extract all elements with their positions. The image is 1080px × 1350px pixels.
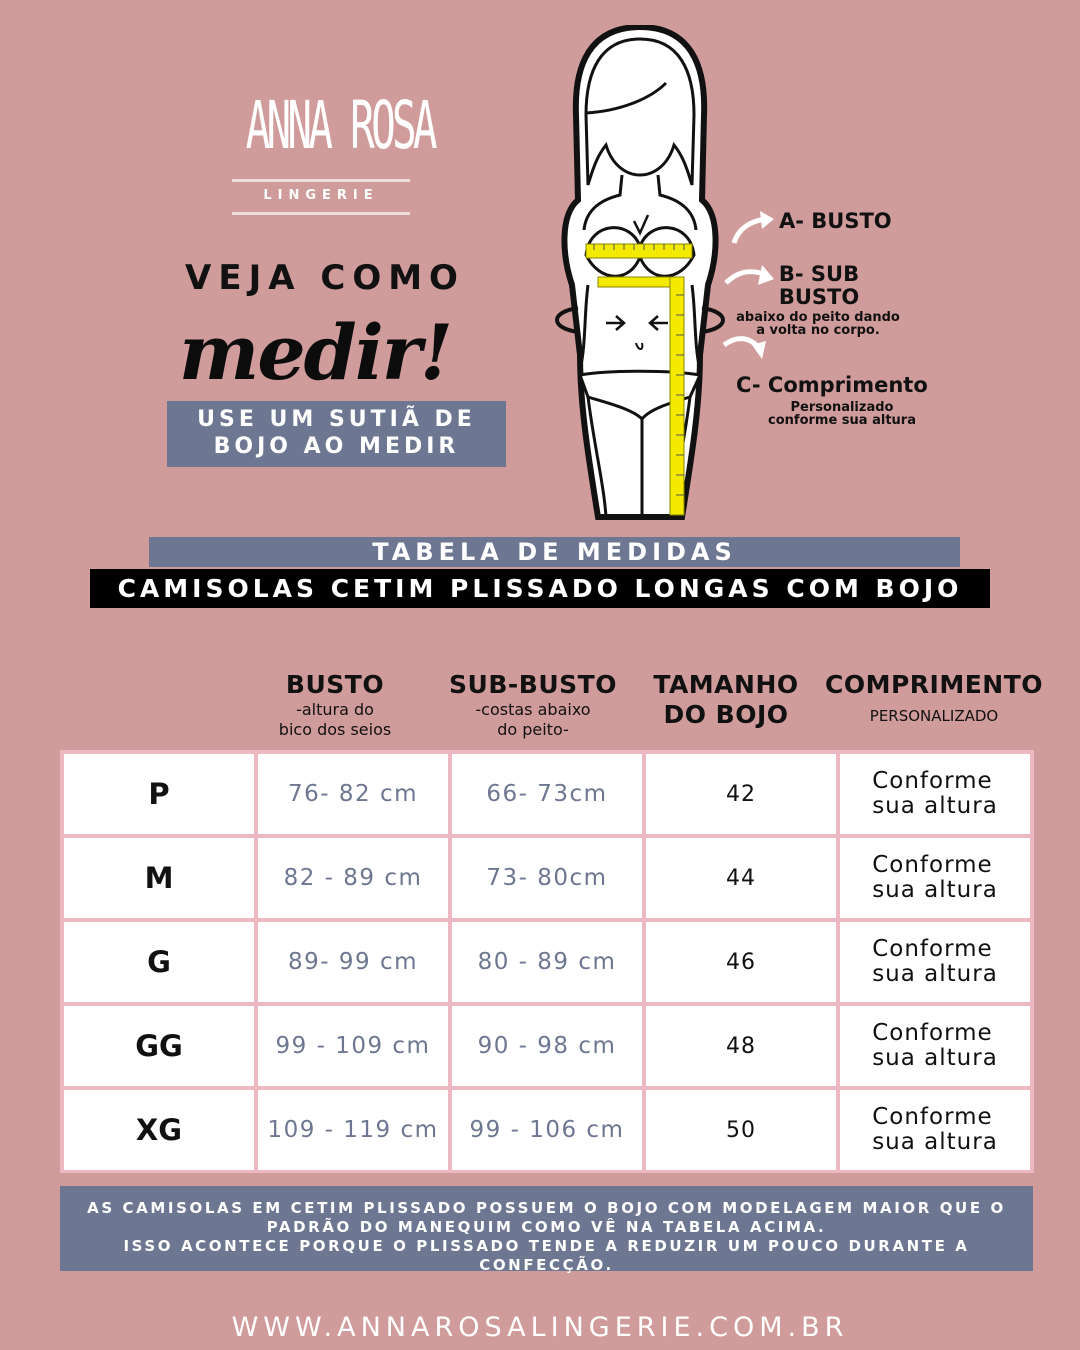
- cell-sub-busto: [452, 1006, 642, 1086]
- fit-note-banner: [60, 1186, 1033, 1274]
- header-sub-busto-title: SUB-BUSTO: [449, 670, 617, 699]
- comprimento-line-2: sua altura: [872, 793, 998, 819]
- underbust-tape: [598, 277, 680, 287]
- header-busto-title: BUSTO: [285, 670, 385, 699]
- cell-bojo: [646, 838, 836, 918]
- table-title: TABELA DE MEDIDAS: [149, 537, 960, 567]
- arrow-a-head-icon: [760, 211, 774, 229]
- header-sub-busto: [438, 670, 628, 740]
- fit-note-line-2: PADRÃO DO MANEQUIM COMO VÊ NA TABELA ACIMA.: [266, 1218, 827, 1236]
- cell-comp: [840, 922, 1030, 1002]
- cell-busto-text: 76- 82 cm: [287, 781, 418, 807]
- hero-heading: VEJA COMO: [185, 258, 465, 298]
- comprimento-line-2: sua altura: [872, 877, 998, 903]
- label-b-desc-2: a volta no corpo.: [756, 323, 880, 338]
- fit-note-line-3: ISSO ACONTECE PORQUE O PLISSADO TENDE A REDUZIR UM POUCO DURANTE A CONFECÇÃO.: [123, 1237, 970, 1274]
- cell-comp: [840, 1006, 1030, 1086]
- comprimento-line-1: Conforme: [872, 852, 993, 878]
- brand-divider-top: [232, 179, 410, 182]
- arrow-a-icon: [734, 219, 766, 243]
- label-c-description: [760, 401, 924, 427]
- cell-sub-busto-text: 66- 73cm: [486, 781, 608, 807]
- header-bojo: [640, 670, 812, 730]
- brand-logo-name: ANNA ROSA: [245, 87, 434, 164]
- length-tape: [670, 277, 684, 515]
- cell-bojo-text: 48: [726, 1033, 756, 1059]
- comprimento-line-1: Conforme: [872, 1104, 993, 1130]
- comprimento-line-2: sua altura: [872, 1129, 998, 1155]
- cell-size-text: M: [144, 861, 174, 895]
- cell-size: [64, 838, 254, 918]
- cell-size-text: P: [148, 777, 170, 811]
- header-comprimento: [818, 670, 1050, 726]
- table-subtitle: CAMISOLAS CETIM PLISSADO LONGAS COM BOJO: [90, 569, 990, 608]
- cell-busto-text: 89- 99 cm: [287, 949, 418, 975]
- header-sub-busto-sub-2: do peito-: [497, 720, 569, 739]
- size-table: [60, 750, 1034, 1173]
- cell-sub-busto-text: 99 - 106 cm: [469, 1117, 625, 1143]
- hero-script-heading: medir!: [178, 308, 452, 397]
- bust-tape: [586, 244, 692, 258]
- cell-comprimento-text: [872, 1021, 998, 1071]
- header-bojo-line-2: DO BOJO: [663, 700, 789, 729]
- brand-logo-subtitle: LINGERIE: [263, 188, 379, 203]
- cell-busto: [258, 838, 448, 918]
- comprimento-line-2: sua altura: [872, 961, 998, 987]
- body-measurement-illustration: [550, 25, 730, 525]
- cell-bojo-text: 42: [726, 781, 756, 807]
- label-c-comprimento: C- Comprimento: [736, 373, 928, 397]
- cell-comp: [840, 754, 1030, 834]
- label-b-description: [730, 311, 906, 337]
- cell-sub-busto: [452, 922, 642, 1002]
- label-c-desc-1: Personalizado: [790, 400, 894, 415]
- header-busto-sub-2: bico dos seios: [278, 720, 392, 739]
- cell-size: [64, 1090, 254, 1170]
- cell-busto-text: 82 - 89 cm: [283, 865, 423, 891]
- cell-comp: [840, 1090, 1030, 1170]
- header-comprimento-sub: PERSONALIZADO: [869, 707, 999, 725]
- bra-tip-banner: [167, 401, 506, 467]
- header-comprimento-title: COMPRIMENTO: [824, 670, 1044, 699]
- cell-bojo: [646, 754, 836, 834]
- header-busto: [240, 670, 430, 740]
- cell-comprimento-text: [872, 853, 998, 903]
- cell-size: [64, 922, 254, 1002]
- comprimento-line-1: Conforme: [872, 768, 993, 794]
- cell-bojo-text: 50: [726, 1117, 756, 1143]
- cell-sub-busto-text: 80 - 89 cm: [477, 949, 617, 975]
- label-c-desc-2: conforme sua altura: [768, 413, 916, 428]
- brand-divider-bottom: [232, 212, 410, 215]
- cell-sub-busto: [452, 1090, 642, 1170]
- cell-comprimento-text: [872, 937, 998, 987]
- label-b-line-2: BUSTO: [778, 285, 860, 309]
- bra-tip-line-2: BOJO AO MEDIR: [213, 434, 460, 459]
- cell-size-text: GG: [135, 1029, 183, 1063]
- header-sub-busto-sub-1: -costas abaixo: [475, 700, 591, 719]
- cell-busto-text: 109 - 119 cm: [267, 1117, 439, 1143]
- cell-busto: [258, 922, 448, 1002]
- cell-sub-busto-text: 90 - 98 cm: [477, 1033, 617, 1059]
- cell-comprimento-text: [872, 1105, 998, 1155]
- cell-busto-text: 99 - 109 cm: [275, 1033, 431, 1059]
- label-b-sub-busto: [740, 263, 898, 309]
- cell-bojo: [646, 1090, 836, 1170]
- label-a-busto: A- BUSTO: [779, 209, 892, 233]
- website-url: WWW.ANNAROSALINGERIE.COM.BR: [231, 1312, 849, 1343]
- cell-bojo: [646, 922, 836, 1002]
- comprimento-line-1: Conforme: [872, 936, 993, 962]
- header-busto-sub-1: -altura do: [296, 700, 374, 719]
- cell-bojo-text: 46: [726, 949, 756, 975]
- cell-bojo-text: 44: [726, 865, 756, 891]
- bra-tip-line-1: USE UM SUTIÃ DE: [197, 407, 476, 432]
- cell-size-text: XG: [135, 1113, 183, 1147]
- cell-bojo: [646, 1006, 836, 1086]
- cell-busto: [258, 1090, 448, 1170]
- header-bojo-line-1: TAMANHO: [653, 670, 799, 699]
- label-b-desc-1: abaixo do peito dando: [736, 310, 900, 325]
- cell-sub-busto: [452, 754, 642, 834]
- cell-comp: [840, 838, 1030, 918]
- cell-busto: [258, 754, 448, 834]
- cell-size-text: G: [147, 945, 171, 979]
- fit-note-line-1: AS CAMISOLAS EM CETIM PLISSADO POSSUEM O BOJO COM MODELAGEM MAIOR QUE O: [87, 1199, 1006, 1217]
- cell-comprimento-text: [872, 769, 998, 819]
- cell-size: [64, 754, 254, 834]
- cell-size: [64, 1006, 254, 1086]
- label-b-line-1: B- SUB: [778, 262, 860, 286]
- cell-sub-busto: [452, 838, 642, 918]
- cell-sub-busto-text: 73- 80cm: [486, 865, 608, 891]
- cell-busto: [258, 1006, 448, 1086]
- comprimento-line-1: Conforme: [872, 1020, 993, 1046]
- comprimento-line-2: sua altura: [872, 1045, 998, 1071]
